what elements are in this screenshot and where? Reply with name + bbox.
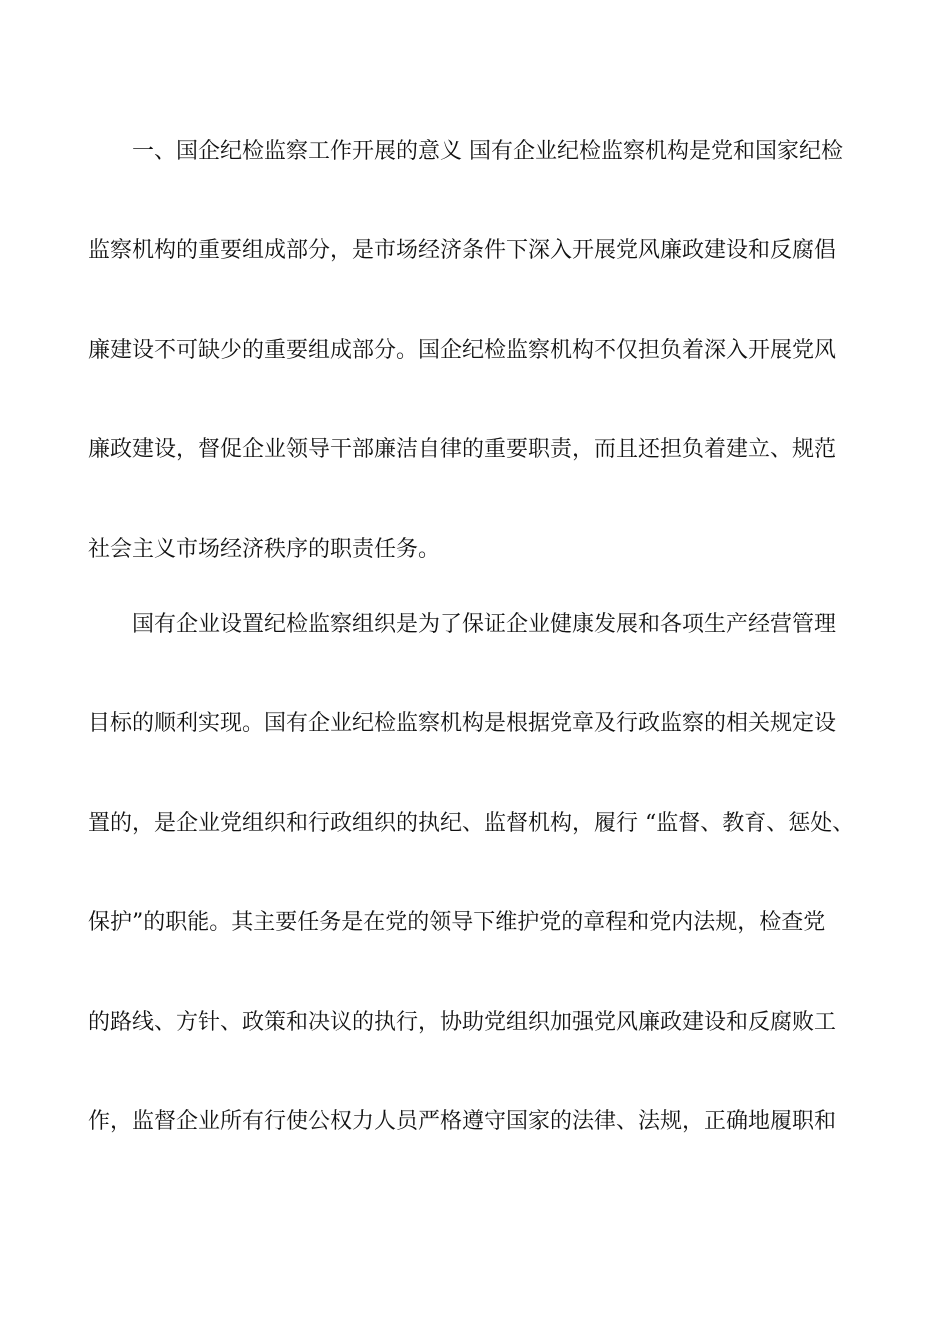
paragraph-line: 廉建设不可缺少的重要组成部分。国企纪检监察机构不仅担负着深入开展党风 <box>88 338 837 363</box>
paragraph-line: 社会主义市场经济秩序的职责任务。 <box>88 537 441 562</box>
paragraph-line: 一、国企纪检监察工作开展的意义 国有企业纪检监察机构是党和国家纪检 <box>132 139 843 164</box>
paragraph-line: 国有企业设置纪检监察组织是为了保证企业健康发展和各项生产经营管理 <box>132 612 837 637</box>
paragraph-line: 作，监督企业所有行使公权力人员严格遵守国家的法律、法规，正确地履职和 <box>88 1109 837 1134</box>
paragraph-line: 置的，是企业党组织和行政组织的执纪、监督机构，履行 “监督、教育、惩处、 <box>88 811 855 836</box>
paragraph-line: 廉政建设，督促企业领导干部廉洁自律的重要职责，而且还担负着建立、规范 <box>88 437 837 462</box>
paragraph-line: 的路线、方针、政策和决议的执行，协助党组织加强党风廉政建设和反腐败工 <box>88 1010 837 1035</box>
paragraph-line: 监察机构的重要组成部分，是市场经济条件下深入开展党风廉政建设和反腐倡 <box>88 238 837 263</box>
paragraph-line: 目标的顺利实现。国有企业纪检监察机构是根据党章及行政监察的相关规定设 <box>88 711 837 736</box>
paragraph-line: 保护”的职能。其主要任务是在党的领导下维护党的章程和党内法规，检查党 <box>88 910 826 935</box>
